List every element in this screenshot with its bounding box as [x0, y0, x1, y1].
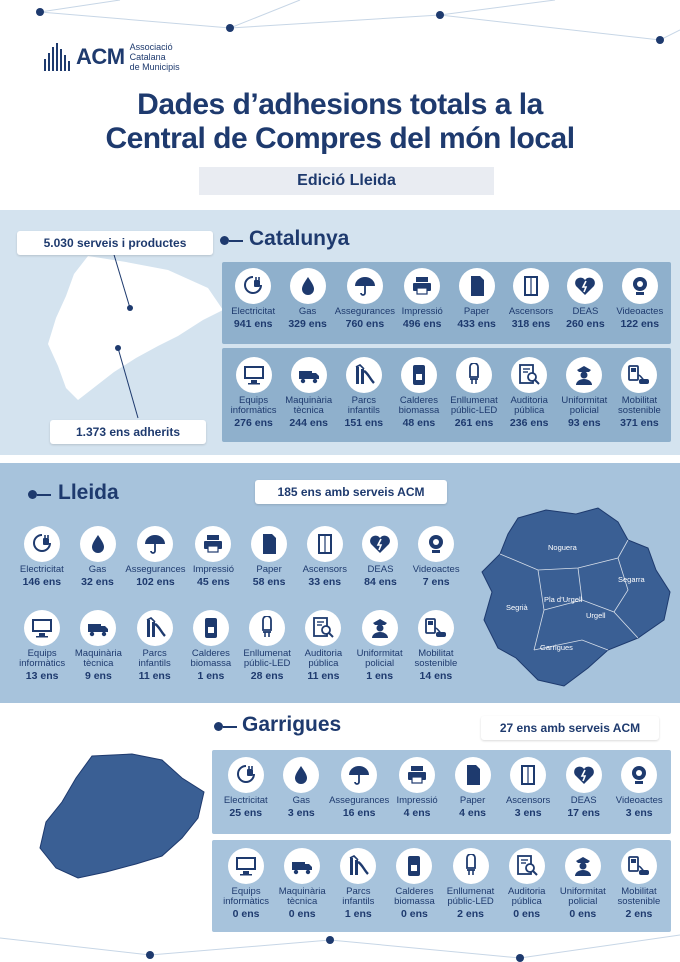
stat-label: Ascensors	[505, 795, 551, 806]
catalunya-stat-bulb	[447, 357, 502, 429]
catalunya-stat-police	[557, 357, 612, 429]
stat-label: Parcs infantils	[138, 648, 171, 669]
umbrella-icon	[347, 268, 383, 304]
defibrillator-icon	[566, 757, 602, 793]
paper-icon	[251, 526, 287, 562]
webcam-icon	[621, 757, 657, 793]
stat-label: Gas	[298, 306, 317, 317]
webcam-icon	[622, 268, 658, 304]
stat-label: Mobilitat sostenible	[414, 648, 458, 669]
garrigues-stat-bulb	[443, 848, 499, 920]
stat-value: 151 ens	[344, 417, 384, 429]
garrigues-stat-boiler	[386, 848, 442, 920]
stat-label: Equips informàtics	[230, 395, 277, 416]
stat-label: Assegurances	[329, 795, 390, 806]
catalunya-stat-truck	[281, 357, 336, 429]
stat-value: 1 ens	[366, 670, 394, 682]
stat-label: Maquinària tècnica	[285, 395, 333, 416]
slide-icon	[137, 610, 173, 646]
stat-label: Assegurances	[125, 564, 186, 575]
garrigues-stat-webcam	[611, 757, 667, 819]
catalunya-title: Catalunya	[249, 227, 350, 250]
stat-value: 244 ens	[289, 417, 328, 429]
stat-value: 496 ens	[402, 318, 442, 330]
stat-value: 0 ens	[232, 908, 260, 920]
bulb-icon	[249, 610, 285, 646]
truck-icon	[80, 610, 116, 646]
stat-label: Impressió	[401, 306, 443, 317]
lleida-stat-paper	[241, 526, 297, 588]
garrigues-stat-umbrella	[329, 757, 389, 819]
stat-label: Mobilitat sostenible	[617, 886, 661, 907]
garrigues-stat-paper	[445, 757, 501, 819]
stat-value: 7 ens	[422, 576, 450, 588]
stat-label: Auditoria pública	[304, 648, 343, 669]
stat-label: DEAS	[570, 795, 597, 806]
stat-label: Videoactes	[615, 795, 663, 806]
stat-label: Equips informàtics	[223, 886, 270, 907]
garrigues-stat-printer	[389, 757, 445, 819]
stat-label: Assegurances	[334, 306, 395, 317]
stat-label: Videoactes	[616, 306, 664, 317]
stat-label: Ascensors	[302, 564, 347, 575]
garrigues-grid-row2	[218, 848, 667, 920]
stat-value: 146 ens	[22, 576, 62, 588]
plug-icon	[235, 268, 271, 304]
stat-value: 2 ens	[625, 908, 653, 920]
catalunya-stat-printer	[395, 268, 449, 330]
lleida-grid-row1	[14, 526, 464, 588]
stat-value: 0 ens	[401, 908, 428, 920]
stat-label: DEAS	[572, 306, 599, 317]
lleida-title: Lleida	[58, 481, 119, 504]
drop-icon	[290, 268, 326, 304]
stat-label: Gas	[292, 795, 311, 806]
lleida-stat-webcam	[408, 526, 464, 588]
stat-label: Maquinària tècnica	[278, 886, 326, 907]
stat-value: 45 ens	[197, 576, 230, 588]
drop-icon	[283, 757, 319, 793]
slide-icon	[340, 848, 376, 884]
stat-label: Uniformitat policial	[559, 886, 606, 907]
lleida-stat-truck	[70, 610, 126, 682]
stat-value: 1 ens	[197, 670, 225, 682]
audit-icon	[305, 610, 341, 646]
stat-value: 261 ens	[454, 417, 494, 429]
stat-label: Gas	[88, 564, 107, 575]
page-title: Dades d’adhesions totals a la Central de Compres del món local	[105, 88, 575, 155]
logo-text: Associació Catalana de Municipis	[129, 42, 180, 72]
garrigues-stat-audit	[499, 848, 555, 920]
stat-value: 13 ens	[25, 670, 59, 682]
map-label-segarra: Segarra	[618, 575, 645, 584]
paper-icon	[459, 268, 495, 304]
stat-value: 9 ens	[84, 670, 112, 682]
stat-value: 4 ens	[403, 807, 431, 819]
lleida-stat-elevator	[297, 526, 353, 588]
printer-icon	[195, 526, 231, 562]
stat-value: 102 ens	[136, 576, 175, 588]
stat-value: 941 ens	[233, 318, 273, 330]
elevator-icon	[307, 526, 343, 562]
garrigues-stat-elevator	[500, 757, 556, 819]
bulb-icon	[456, 357, 492, 393]
garrigues-title-marker	[214, 722, 237, 731]
catalunya-stat-paper	[449, 268, 503, 330]
lleida-stat-police	[352, 610, 408, 682]
stat-value: 32 ens	[81, 576, 114, 588]
paper-icon	[455, 757, 491, 793]
stat-label: Enllumenat públic-LED	[243, 648, 291, 669]
logo-acm: ACM	[76, 44, 125, 69]
ev-charger-icon	[621, 848, 657, 884]
logo-bars-icon	[44, 43, 70, 71]
stat-value: 33 ens	[308, 576, 342, 588]
stat-value: 276 ens	[234, 417, 273, 429]
stat-label: Impressió	[396, 795, 438, 806]
catalunya-stat-umbrella	[335, 268, 395, 330]
garrigues-map	[32, 752, 212, 882]
ev-charger-icon	[418, 610, 454, 646]
stat-label: Mobilitat sostenible	[618, 395, 661, 416]
stat-label: Calderes biomassa	[394, 886, 435, 907]
catalunya-map	[18, 248, 238, 428]
stat-label: Electricitat	[223, 795, 268, 806]
stat-value: 14 ens	[419, 670, 453, 682]
monitor-icon	[24, 610, 60, 646]
lleida-stat-umbrella	[125, 526, 185, 588]
catalunya-stat-audit	[502, 357, 557, 429]
stat-label: Auditoria pública	[507, 886, 546, 907]
stat-value: 58 ens	[252, 576, 286, 588]
stat-label: Auditoria pública	[510, 395, 548, 416]
stat-value: 122 ens	[620, 318, 660, 330]
stat-label: Impressió	[192, 564, 234, 575]
printer-icon	[404, 268, 440, 304]
lleida-map	[478, 500, 678, 690]
stat-label: Paper	[256, 564, 282, 575]
stat-label: Equips informàtics	[19, 648, 66, 669]
stat-value: 48 ens	[402, 417, 436, 429]
drop-icon	[80, 526, 116, 562]
truck-icon	[284, 848, 320, 884]
stat-value: 318 ens	[511, 318, 551, 330]
plug-icon	[24, 526, 60, 562]
audit-icon	[509, 848, 545, 884]
lleida-stat-drop	[70, 526, 126, 588]
acm-logo	[44, 40, 180, 74]
defibrillator-icon	[567, 268, 603, 304]
stat-value: 433 ens	[457, 318, 496, 330]
bulb-icon	[453, 848, 489, 884]
lleida-stat-defibrillator	[353, 526, 409, 588]
stat-value: 329 ens	[288, 318, 327, 330]
stat-label: Paper	[459, 795, 486, 806]
stat-value: 0 ens	[288, 908, 316, 920]
lleida-stat-boiler	[183, 610, 239, 682]
stat-value: 3 ens	[287, 807, 315, 819]
umbrella-icon	[341, 757, 377, 793]
garrigues-stat-defibrillator	[556, 757, 612, 819]
stat-value: 11 ens	[307, 670, 340, 682]
catalunya-stat-defibrillator	[558, 268, 612, 330]
catalunya-stat-elevator	[504, 268, 558, 330]
stat-label: Electricitat	[231, 306, 276, 317]
boiler-icon	[396, 848, 432, 884]
audit-icon	[511, 357, 547, 393]
garrigues-stat-truck	[274, 848, 330, 920]
garrigues-title: Garrigues	[242, 713, 342, 736]
monitor-icon	[228, 848, 264, 884]
stat-label: Videoactes	[412, 564, 460, 575]
catalunya-stat-plug	[226, 268, 280, 330]
stat-value: 260 ens	[566, 318, 605, 330]
printer-icon	[399, 757, 435, 793]
catalunya-title-marker	[220, 236, 243, 245]
map-label-pla-urgell: Pla d’Urgell	[544, 595, 583, 604]
ev-charger-icon	[621, 357, 657, 393]
lleida-grid-row2	[14, 610, 464, 682]
stat-value: 11 ens	[138, 670, 171, 682]
stat-value: 93 ens	[567, 417, 601, 429]
stat-value: 2 ens	[457, 908, 484, 920]
police-icon	[565, 848, 601, 884]
boiler-icon	[193, 610, 229, 646]
stat-value: 3 ens	[625, 807, 653, 819]
lleida-stat-audit	[295, 610, 351, 682]
garrigues-stat-plug	[218, 757, 274, 819]
catalunya-stat-ev-charger	[612, 357, 667, 429]
monitor-icon	[236, 357, 272, 393]
stat-value: 28 ens	[250, 670, 284, 682]
stat-label: DEAS	[367, 564, 394, 575]
stat-value: 236 ens	[509, 417, 549, 429]
stat-label: Ascensors	[508, 306, 554, 317]
lleida-stat-monitor	[14, 610, 70, 682]
stat-label: Uniformitat policial	[356, 648, 403, 669]
stat-value: 4 ens	[459, 807, 487, 819]
stat-label: Parcs infantils	[347, 395, 380, 416]
elevator-icon	[510, 757, 546, 793]
webcam-icon	[418, 526, 454, 562]
catalunya-stat-slide	[336, 357, 391, 429]
umbrella-icon	[137, 526, 173, 562]
garrigues-stat-monitor	[218, 848, 274, 920]
stat-value: 84 ens	[364, 576, 397, 588]
map-label-segria: Segrià	[506, 603, 528, 612]
map-label-garrigues: Garrigues	[540, 643, 573, 652]
lleida-stat-slide	[127, 610, 183, 682]
plug-icon	[228, 757, 264, 793]
catalunya-stat-monitor	[226, 357, 281, 429]
garrigues-stat-ev-charger	[611, 848, 667, 920]
map-label-urgell: Urgell	[586, 611, 606, 620]
map-label-noguera: Noguera	[548, 543, 577, 552]
garrigues-stat-drop	[274, 757, 330, 819]
police-icon	[566, 357, 602, 393]
stat-label: Calderes biomassa	[398, 395, 440, 416]
stat-label: Maquinària tècnica	[74, 648, 122, 669]
catalunya-stat-webcam	[613, 268, 667, 330]
stat-label: Electricitat	[19, 564, 64, 575]
stat-value: 0 ens	[513, 908, 541, 920]
lleida-stat-ev-charger	[408, 610, 464, 682]
defibrillator-icon	[362, 526, 398, 562]
truck-icon	[291, 357, 327, 393]
police-icon	[362, 610, 398, 646]
boiler-icon	[401, 357, 437, 393]
catalunya-stat-drop	[280, 268, 334, 330]
garrigues-stat-slide	[330, 848, 386, 920]
stat-value: 0 ens	[569, 908, 597, 920]
stat-label: Calderes biomassa	[190, 648, 232, 669]
catalunya-ens-pill: 1.373 ens adherits	[50, 420, 206, 444]
edition-label: Edició Lleida	[199, 167, 494, 195]
lleida-stat-plug	[14, 526, 70, 588]
stat-label: Parcs infantils	[342, 886, 375, 907]
lleida-pill: 185 ens amb serveis ACM	[255, 480, 447, 504]
stat-label: Uniformitat policial	[561, 395, 608, 416]
stat-value: 16 ens	[342, 807, 376, 819]
stat-value: 760 ens	[345, 318, 385, 330]
catalunya-stat-boiler	[391, 357, 446, 429]
slide-icon	[346, 357, 382, 393]
lleida-title-marker	[28, 490, 51, 499]
catalunya-grid-row1	[226, 268, 667, 330]
stat-label: Enllumenat públic-LED	[450, 395, 498, 416]
stat-value: 1 ens	[344, 908, 372, 920]
stat-value: 371 ens	[620, 417, 659, 429]
stat-value: 25 ens	[229, 807, 263, 819]
stat-label: Paper	[463, 306, 490, 317]
stat-label: Enllumenat públic-LED	[446, 886, 495, 907]
elevator-icon	[513, 268, 549, 304]
catalunya-services-pill: 5.030 serveis i productes	[17, 231, 213, 255]
lleida-stat-printer	[186, 526, 242, 588]
catalunya-grid-row2	[226, 357, 667, 429]
garrigues-grid-row1	[218, 757, 667, 819]
garrigues-stat-police	[555, 848, 611, 920]
stat-value: 3 ens	[514, 807, 542, 819]
lleida-stat-bulb	[239, 610, 295, 682]
stat-value: 17 ens	[567, 807, 601, 819]
garrigues-pill: 27 ens amb serveis ACM	[481, 716, 659, 740]
